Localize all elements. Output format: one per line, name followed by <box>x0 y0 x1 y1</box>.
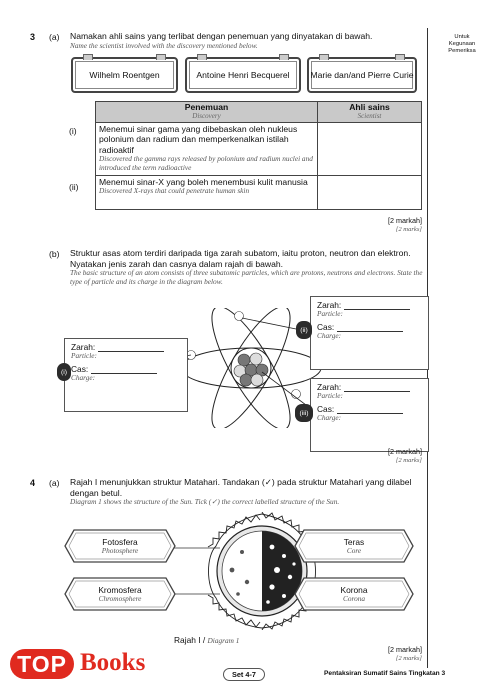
scientist-name-box-1: Wilhelm Roentgen <box>71 57 178 93</box>
q3b-label: (b) <box>49 249 60 259</box>
sun-label-core[interactable]: Teras Core <box>294 529 414 563</box>
granule <box>230 568 235 573</box>
footer-title: Pentaksiran Sumatif Sains Tingkatan 3 <box>324 670 446 677</box>
q3a-label: (a) <box>49 32 60 42</box>
table-header-discovery: Penemuan Discovery <box>96 102 318 123</box>
tag-ii: (ii) <box>296 321 312 339</box>
granule <box>266 600 270 604</box>
q4a-label: (a) <box>49 478 60 488</box>
answer-cell-ii[interactable] <box>318 175 422 209</box>
q3a-instruction: Namakan ahli sains yang terlibat dengan penemuan yang dinyatakan di bawah. Name the scientist involved with the discovery mentioned below. <box>70 31 373 50</box>
sun-label-corona[interactable]: Korona Corona <box>294 577 414 611</box>
nucleus-particle <box>251 374 263 386</box>
granule <box>270 545 275 550</box>
pointer-line-iii <box>262 372 310 408</box>
answer-line[interactable] <box>98 343 164 352</box>
q3b-instruction: Struktur asas atom terdiri daripada tiga zarah subatom, iaitu proton, neutron dan elektron. Nyatakan jenis zarah dan casnya dalam rajah di bawah. The basic structure of an atom consists of three subatomic particles, which are protons, neutrons and electrons. State the type of particle and its charge in the diagram below. <box>70 248 423 286</box>
sun-label-photosphere[interactable]: Fotosfera Photosphere <box>64 529 176 563</box>
q3a-marks: [2 markah] [2 marks] <box>388 216 422 233</box>
tag-iii: (iii) <box>295 404 313 422</box>
table-header-scientist: Ahli sains Scientist <box>318 102 422 123</box>
question-4-number: 4 <box>30 478 36 488</box>
logo-books-text: Books <box>80 649 146 676</box>
logo-top-badge: TOP <box>10 649 74 679</box>
nucleus-particle <box>250 353 262 365</box>
answer-line[interactable] <box>344 383 410 392</box>
atom-label-box-ii: Zarah: Particle: Cas: Charge: <box>310 296 429 370</box>
discovery-table <box>95 101 422 210</box>
answer-line[interactable] <box>344 301 410 310</box>
examiner-use-note: Untuk Kegunaan Pemeriksa <box>448 34 476 54</box>
pointer-line-ii <box>242 318 301 330</box>
granule <box>245 580 249 584</box>
diagram-caption: Rajah I / Diagram 1 <box>174 635 240 645</box>
granule <box>288 575 292 579</box>
granule <box>274 567 280 573</box>
question-3-number: 3 <box>30 32 36 42</box>
answer-cell-i[interactable] <box>318 122 422 175</box>
scientist-name-box-3: Marie dan/and Pierre Curie <box>307 57 417 93</box>
atom-label-box-iii: Zarah: Particle: Cas: Charge: <box>310 378 429 452</box>
granule <box>269 584 274 589</box>
table-row: Menemui sinar gama yang dibebaskan oleh nukleus polonium dan radium dan memperkenalkan istilah radioaktif Discovered the gamma rays released by polonium and radium nuclei and introduced the term radioactive <box>96 122 422 175</box>
granule <box>240 550 244 554</box>
q3b-marks: [2 markah] [2 marks] <box>388 447 422 464</box>
answer-line[interactable] <box>337 405 403 414</box>
q3a-row-ii-label: (ii) <box>69 182 79 192</box>
q3a-row-i-label: (i) <box>69 126 77 136</box>
granule <box>236 592 240 596</box>
q4a-instruction: Rajah I menunjukkan struktur Matahari. Tandakan (✓) pada struktur Matahari yang dilabel dengan betul. Diagram 1 shows the structure of the Sun. Tick (✓) the correct labelled structure of the Sun. <box>70 477 412 506</box>
scientist-name-box-2: Antoine Henri Becquerel <box>185 57 301 93</box>
topbooks-logo <box>0 645 160 685</box>
nucleus-particle <box>240 374 252 386</box>
granule <box>282 554 286 558</box>
answer-line[interactable] <box>337 323 403 332</box>
tag-i: (i) <box>57 363 71 381</box>
nucleus-particle <box>238 354 250 366</box>
answer-line[interactable] <box>91 365 157 374</box>
atom-label-box-i: Zarah: Particle: Cas: Charge: <box>64 338 188 412</box>
sun-label-chromosphere[interactable]: Kromosfera Chromosphere <box>64 577 176 611</box>
page-number-badge: Set 4-7 <box>223 668 265 681</box>
granule <box>282 594 286 598</box>
table-row: Menemui sinar-X yang boleh menembusi kulit manusia Discovered X-rays that could penetrate human skin <box>96 175 422 209</box>
electron-dot <box>235 312 244 321</box>
q4a-marks: [2 markah] [2 marks] <box>388 645 422 662</box>
